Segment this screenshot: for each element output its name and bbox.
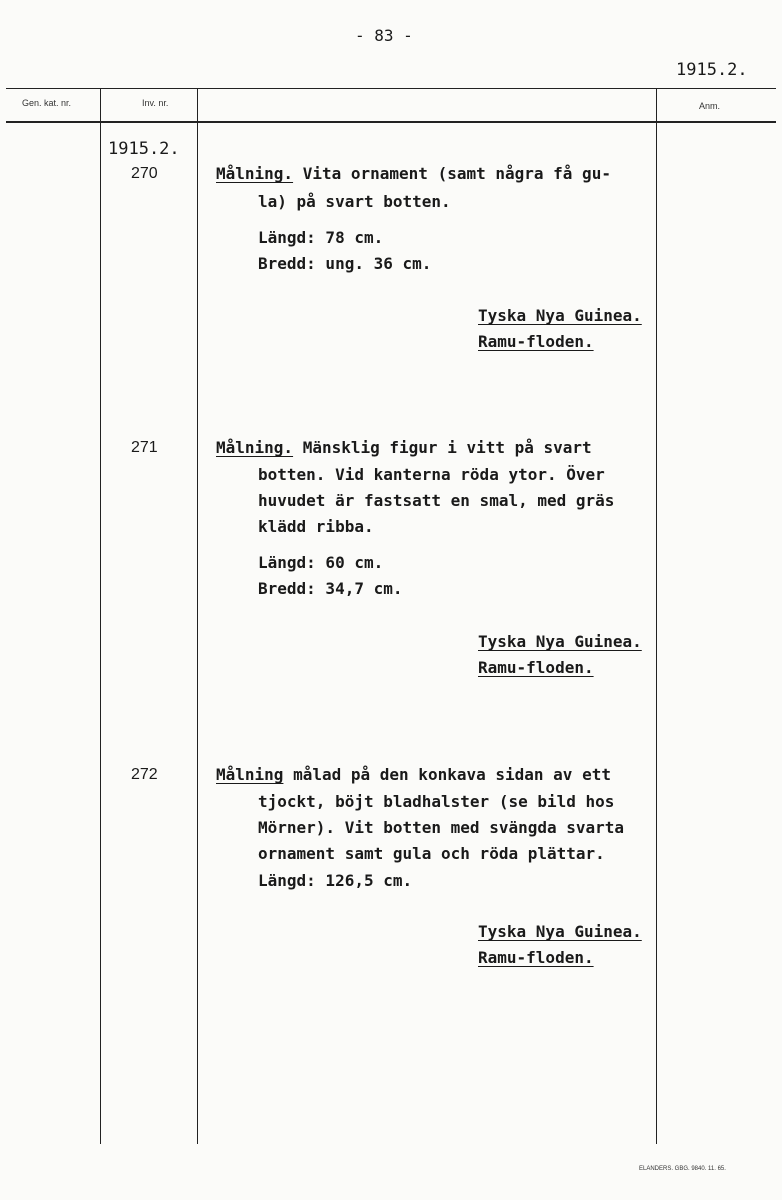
entry-271-origin-country: Tyska Nya Guinea. xyxy=(478,632,642,651)
entry-271-width: Bredd: 34,7 cm. xyxy=(258,579,403,598)
entry-272-origin-country: Tyska Nya Guinea. xyxy=(478,922,642,941)
entry-272-line-1: tjockt, böjt bladhalster (se bild hos xyxy=(258,792,615,811)
column-header-gen-kat: Gen. kat. nr. xyxy=(22,98,72,108)
series-number: 1915.2. xyxy=(108,139,180,159)
entry-271-length: Längd: 60 cm. xyxy=(258,553,384,572)
entry-271-line-3: klädd ribba. xyxy=(258,517,374,536)
entry-272-first-line: Målning målad på den konkava sidan av ett xyxy=(216,765,611,784)
entry-272-origin-place: Ramu-floden. xyxy=(478,948,594,967)
column-rule-1 xyxy=(100,88,101,1144)
entry-270-origin-country: Tyska Nya Guinea. xyxy=(478,306,642,325)
entry-270-title: Målning. xyxy=(216,164,294,183)
inv-number-271: 271 xyxy=(131,439,158,456)
entry-272-line-2: Mörner). Vit botten med svängda svarta xyxy=(258,818,625,837)
column-header-anm: Anm. xyxy=(699,101,721,111)
header-bottom-rule xyxy=(6,121,776,123)
entry-271-line-1: botten. Vid kanterna röda ytor. Över xyxy=(258,465,605,484)
entry-270-first-line: Målning. Vita ornament (samt några få gu- xyxy=(216,164,611,183)
column-header-inv: Inv. nr. xyxy=(142,98,169,108)
entry-271-line-2: huvudet är fastsatt en smal, med gräs xyxy=(258,491,615,510)
entry-270-origin-place: Ramu-floden. xyxy=(478,332,594,351)
header-top-rule xyxy=(6,88,776,89)
entry-272-length: Längd: 126,5 cm. xyxy=(258,871,413,890)
page-number: - 83 - xyxy=(355,26,413,45)
printer-imprint: ELANDERS. GBG. 9840. 11. 65. xyxy=(639,1166,726,1172)
entry-270-width: Bredd: ung. 36 cm. xyxy=(258,254,432,273)
entry-271-origin-place: Ramu-floden. xyxy=(478,658,594,677)
entry-271-first-line: Målning. Mänsklig figur i vitt på svart xyxy=(216,438,592,457)
inv-number-272: 272 xyxy=(131,766,158,783)
entry-272-line-3: ornament samt gula och röda plättar. xyxy=(258,844,605,863)
header-series-number: 1915.2. xyxy=(676,60,748,80)
entry-271-title: Målning. xyxy=(216,438,294,457)
inv-number-270: 270 xyxy=(131,165,158,182)
entry-270-length: Längd: 78 cm. xyxy=(258,228,384,247)
column-rule-3 xyxy=(656,88,657,1144)
entry-272-title: Målning xyxy=(216,765,284,784)
entry-270-line-1: la) på svart botten. xyxy=(258,192,451,211)
column-rule-2 xyxy=(197,88,198,1144)
